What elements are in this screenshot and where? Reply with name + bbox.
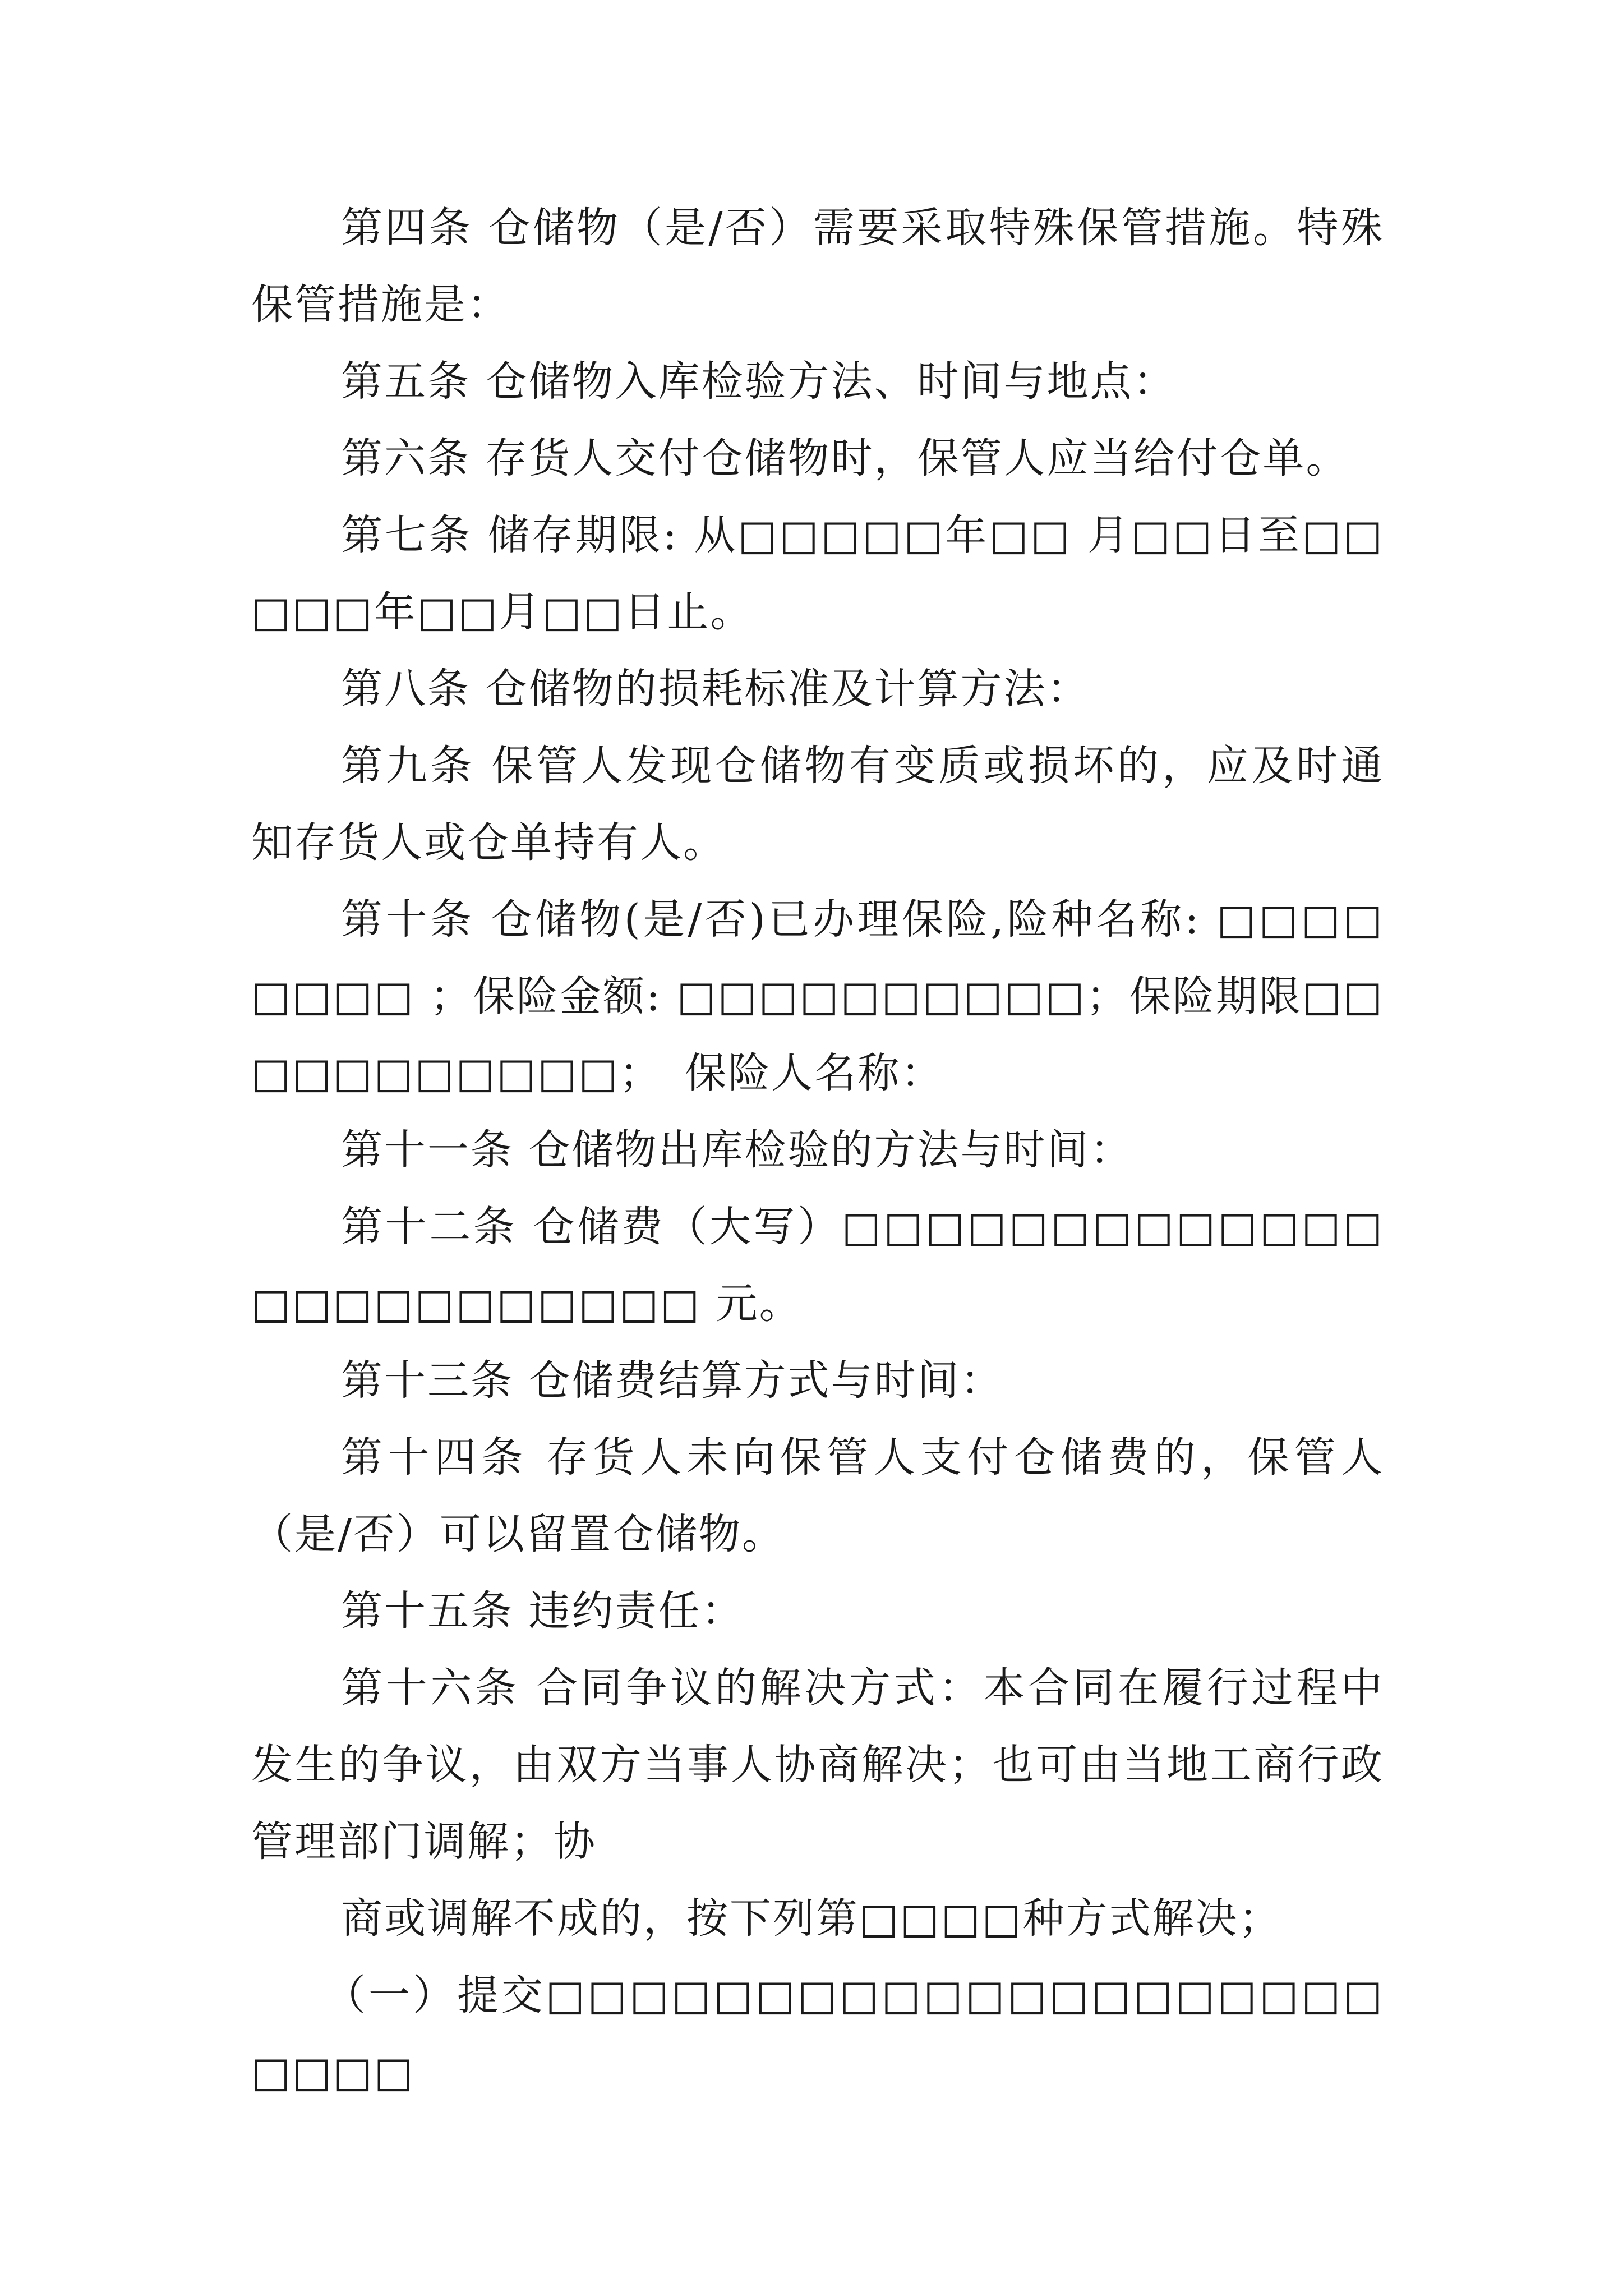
article-12-paragraph: 第十二条 仓储费（大写）□□□□□□□□□□□□□□□□□□□□□□□□ 元。 <box>251 1203 1384 1328</box>
contract-body <box>251 190 1384 2111</box>
article-4-paragraph: 第四条 仓储物（是/否）需要采取特殊保管措施。特殊保管措施是： <box>251 204 1384 329</box>
article-11-paragraph: 第十一条 仓储物出库检验的方法与时间： <box>341 1126 1133 1174</box>
article-15-paragraph: 第十五条 违约责任： <box>341 1587 745 1635</box>
article-10-paragraph: 第十条 仓储物(是/否)已办理保险,险种名称: □□□□□□□□ ；保险金额: □□□□□□□□□□；保险期限□□□□□□□□□□□； 保险人名称： <box>251 895 1384 1097</box>
article-16-continuation: 商或调解不成的，按下列第□□□□种方式解决； <box>341 1894 1282 1943</box>
article-7-paragraph: 第七条 储存期限: 从□□□□□年□□ 月□□日至□□□□□年□□月□□日止。 <box>251 511 1384 636</box>
article-9-paragraph: 第九条 保管人发现仓储物有变质或损坏的，应及时通知存货人或仓单持有人。 <box>251 742 1384 867</box>
article-16-paragraph: 第十六条 合同争议的解决方式：本合同在履行过程中发生的争议，由双方当事人协商解决；也可由当地工商行政管理部门调解；协 <box>251 1664 1384 1866</box>
article-8-paragraph: 第八条 仓储物的损耗标准及计算方法： <box>341 665 1090 713</box>
article-5-paragraph: 第五条 仓储物入库检验方法、时间与地点： <box>341 357 1177 406</box>
article-6-paragraph: 第六条 存货人交付仓储物时，保管人应当给付仓单。 <box>341 434 1349 482</box>
dispute-option-1: （一）提交□□□□□□□□□□□□□□□□□□□□□□□□ <box>251 1971 1384 2096</box>
article-14-paragraph: 第十四条 存货人未向保管人支付仓储费的，保管人（是/否）可以留置仓储物。 <box>251 1433 1384 1558</box>
article-13-paragraph: 第十三条 仓储费结算方式与时间： <box>341 1356 1004 1405</box>
